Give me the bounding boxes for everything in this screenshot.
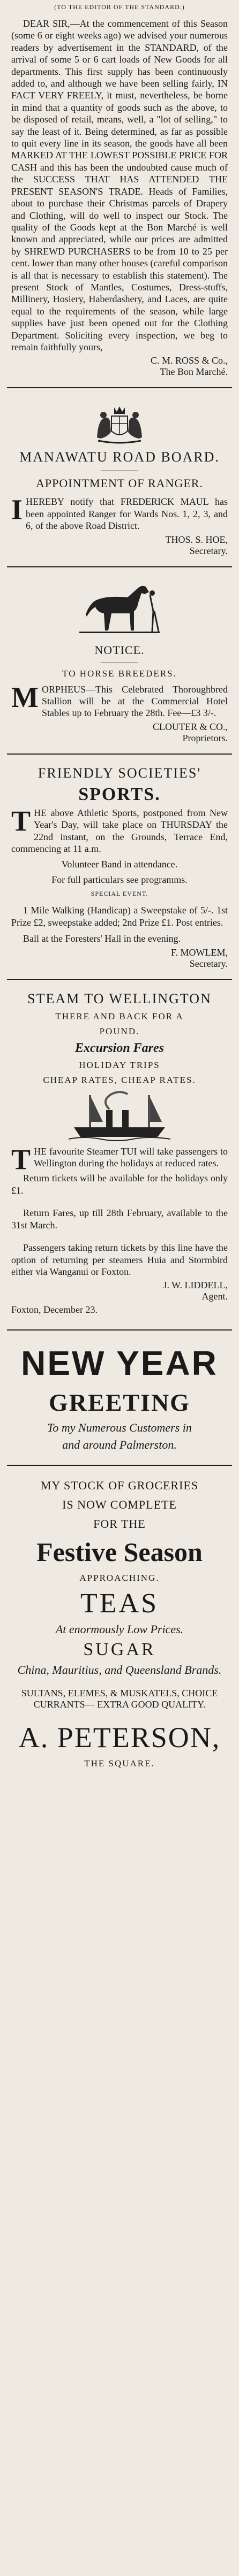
- special-event-label: SPECIAL EVENT.: [91, 890, 148, 898]
- fares-line: Return Fares, up till 28th February, available to the 31st March.: [11, 1208, 228, 1231]
- notice-heading: NOTICE.: [94, 643, 145, 657]
- greeting-heading: GREETING: [49, 1389, 190, 1417]
- signature-name: CLOUTER & CO.,: [152, 721, 228, 732]
- sugar-kinds: China, Mauritius, and Queensland Brands.: [17, 1663, 222, 1677]
- road-board-ad: [7, 388, 232, 567]
- festive-season-heading: Festive Season: [36, 1537, 203, 1567]
- signature-name: C. M. ROSS & Co.,: [150, 355, 228, 366]
- greeting-line-2: and around Palmerston.: [62, 1438, 177, 1452]
- steam-line-2: POUND.: [99, 1026, 140, 1036]
- signature-place: The Bon Marché.: [160, 366, 228, 378]
- horse-icon: [74, 579, 165, 638]
- editor-header: (TO THE EDITOR OF THE STANDARD.): [54, 3, 185, 11]
- ball-line: Ball at the Foresters' Hall in the evening.: [23, 933, 181, 944]
- teas-heading: TEAS: [80, 1588, 159, 1619]
- grocery-line-3: FOR THE: [93, 1517, 146, 1531]
- grocery-ad: [7, 1466, 232, 1783]
- road-board-subtitle: APPOINTMENT OF RANGER.: [36, 476, 203, 490]
- band-line: Volunteer Band in attendance.: [61, 859, 178, 870]
- drop-cap: T: [11, 804, 31, 837]
- road-board-title: MANAWATU ROAD BOARD.: [19, 449, 220, 465]
- signature-title: Proprietors.: [182, 732, 228, 743]
- greeting-line-1: To my Numerous Customers in: [47, 1421, 192, 1435]
- drop-cap: T: [11, 1143, 31, 1175]
- event-body: 1 Mile Walking (Handicap) a Sweepstake of 5/-. 1st Prize £2, sweepstake added; 2nd Prize £1. Post entries.: [11, 905, 228, 928]
- road-board-body: HEREBY notify that FREDERICK MAUL has been appointed Ranger for Wards Nos. 1, 2, 3, and 6, of the above Road District.: [26, 496, 228, 532]
- sports-body: HE above Athletic Sports, postponed from New Year's Day, will take place on THURSDAY the 22nd instant, on the Grounds, Terrace End, commencing at 11 a.m.: [11, 807, 228, 855]
- signature-title: Secretary.: [189, 545, 228, 556]
- newspaper-column: [7, 3, 232, 1783]
- signature-title: Agent.: [201, 1291, 228, 1302]
- breeders-body: ORPHEUS—This Celebrated Thoroughbred Stallion will be at the Commercial Hotel Stables up to February the 28th. Fee—£3 3/-.: [41, 683, 228, 719]
- coat-of-arms-icon: [87, 400, 152, 445]
- low-prices-line: At enormously Low Prices.: [55, 1623, 184, 1636]
- steamer-ad: [7, 980, 232, 1331]
- steam-body: HE favourite Steamer TUI will take passengers to Wellington during the holidays at reduced rates.: [34, 1145, 228, 1169]
- horse-breeders-ad: [7, 567, 232, 755]
- merchant-place: THE SQUARE.: [84, 1758, 155, 1769]
- steamship-icon: [69, 1090, 170, 1141]
- passengers-line: Passengers taking return tickets by this line have the option of returning per steamers Huia and Stormbird either via Wanganui or Foxton.: [11, 1242, 228, 1277]
- grocery-line-2: IS NOW COMPLETE: [62, 1498, 177, 1512]
- new-year-ad: [7, 1331, 232, 1466]
- signature-title: Secretary.: [189, 958, 228, 969]
- sports-ad: [7, 755, 232, 980]
- sugar-heading: SUGAR: [83, 1640, 156, 1660]
- return-line: Return tickets will be available for the holidays only £1.: [11, 1173, 228, 1196]
- signature-name: THOS. S. HOE,: [165, 534, 228, 545]
- grocery-line-1: MY STOCK OF GROCERIES: [40, 1479, 199, 1493]
- approaching-line: APPROACHING.: [79, 1573, 160, 1583]
- excursion-heading: Excursion Fares: [74, 1041, 165, 1055]
- drop-cap: I: [11, 494, 23, 526]
- drop-cap: M: [11, 681, 39, 713]
- signature-name: J. W. LIDDELL,: [163, 1280, 228, 1291]
- breeders-title: TO HORSE BREEDERS.: [62, 668, 177, 679]
- signature-name: F. MOWLEM,: [170, 947, 228, 958]
- holiday-trips: HOLIDAY TRIPS: [79, 1059, 160, 1070]
- dateline: Foxton, December 23.: [11, 1304, 98, 1316]
- sports-heading: SPORTS.: [78, 784, 161, 804]
- new-year-heading: NEW YEAR: [21, 1344, 218, 1383]
- bon-marche-ad: [7, 3, 232, 388]
- letter-body: DEAR SIR,—At the commencement of this Season (some 6 or eight weeks ago) we advised your numerous readers by advertisement in the STANDARD, of the arrival of some 5 or 6 cart loads of New Goods for all departments. This first supply has been continuously added to, and although we have been selling fairly, IN FACT VERY FREELY, it must, nevertheless, be borne in mind that a quantity of goods such as the above, to be disposed of retail, means, well, a "lot of selling," to say the least of it. Being determined, as far as possible to quit every line in its season, the goods have all been MARKED AT THE LOWEST POSSIBLE PRICE FOR CASH and this has been the undoubted cause much of the SUCCESS THAT HAS ATTENDED THE PRESENT SEASON'S TRADE. Heads of Families, about to purchase their Christmas parcels of Drapery and Clothing, will do well to inspect our Stock. The quality of the Goods kept at the Bon Marché is well known and appreciated, while our prices are admitted by SHREWD PURCHASERS to be from 10 to 25 per cent. lower than many other houses (careful comparison is all that is necessary to establish this statement). The present Stock of Mantles, Costumes, Dress-stuffs, Millinery, Hosiery, Haberdashery, and Laces, are quite equal to the requirements of the season, while large supplies have just been opened out for the Clothing Department. Soliciting every inspection, we beg to remain faithfully yours,: [11, 18, 228, 352]
- cheap-rates: CHEAP RATES, CHEAP RATES.: [43, 1074, 196, 1085]
- merchant-name: A. PETERSON,: [18, 1721, 221, 1754]
- sports-title: FRIENDLY SOCIETIES': [38, 765, 201, 781]
- steam-title: STEAM TO WELLINGTON: [27, 990, 212, 1006]
- steam-line-1: THERE AND BACK FOR A: [55, 1011, 184, 1021]
- programmes-line: For full particulars see programms.: [51, 874, 188, 886]
- fruits-line: SULTANS, ELEMES, & MUSKATELS, CHOICE CURRANTS— EXTRA GOOD QUALITY.: [21, 1688, 218, 1710]
